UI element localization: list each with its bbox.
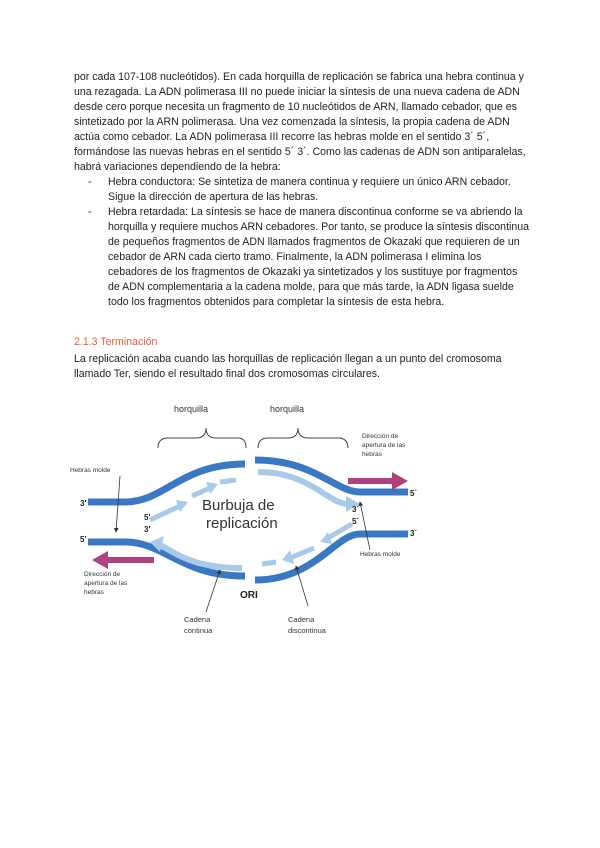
pointer-line xyxy=(360,502,370,550)
end-label: 3' xyxy=(80,499,87,508)
hebras-molde-label-left: Hebras molde xyxy=(70,467,111,474)
direction-arrow-right-head xyxy=(392,472,408,490)
horquilla-label-left: horquilla xyxy=(174,404,209,414)
end-label: 3´ xyxy=(410,529,418,538)
end-label: 3´ xyxy=(352,505,360,514)
direction-label-left: Dirección de apertura de las hebras xyxy=(84,571,128,596)
list-dash: - xyxy=(88,206,92,218)
strand-list xyxy=(74,175,530,310)
hebras-molde-label-right: Hebras molde xyxy=(360,551,401,558)
list-item-text: Hebra retardada: La síntesis se hace de manera discontinua conforme se va abriendo la horquilla y requiere muchos ARN cebadores. Por tanto, se produce la síntesis discontinua de pequeños fragmentos de ADN llamados fragmentos de Okazaki que requieren de un cebador de ARN cada cierto tramo. Finalmente, la ADN polimerasa I elimina los cebadores de los fragmentos de Okazaki ya sintetizados y los sustituye por fragmentos de ADN complementaria a la cadena molde, para que más tarde, la ADN ligasa suelde todo los fragmentos obtenidos para completar la síntesis de esta hebra. xyxy=(108,206,530,308)
cadena-continua-label: Cadena continua xyxy=(184,615,213,635)
section-heading: 2.1.3 Terminación xyxy=(74,336,158,348)
cadena-discontinua-label: Cadena discontinua xyxy=(288,615,326,635)
okazaki-fragment xyxy=(262,562,276,564)
okazaki-fragment xyxy=(192,488,210,496)
replication-bubble-figure xyxy=(70,392,430,642)
direction-arrow-left xyxy=(106,557,154,563)
list-item-text: Hebra conductora: Se sintetiza de manera continua y requiere un único ARN cebador. Sigue la dirección de apertura de las hebras. xyxy=(108,176,511,203)
brace-right xyxy=(258,428,348,448)
list-item-leading-strand xyxy=(74,175,530,205)
direction-arrow-left-head xyxy=(92,551,108,569)
paragraph-termination: La replicación acaba cuando las horquillas de replicación llegan a un punto del cromosoma llamado Ter, siendo el resultado final dos cromosomas circulares. xyxy=(74,353,502,380)
end-label: 5' xyxy=(80,535,87,544)
paragraph-replication: por cada 107-108 nucleótidos). En cada horquilla de replicación se fabrica una hebra continua y una rezagada. La ADN polimerasa III no puede iniciar la síntesis de una nueva cadena de ADN desde cero porque necesita un fragmento de 10 nucleótidos de ARN, llamado cebador, que es sintetizado por la ARN polimerasa. Una vez comenzada la síntesis, la propia cadena de ADN actúa como cebador. La ADN polimerasa III recorre las hebras molde en el sentido 3´ 5´, formándose las nuevas hebras en el sentido 5´ 3´. Como las cadenas de ADN son antiparalelas, habrá variaciones dependiendo de la hebra: xyxy=(74,71,526,173)
end-label: 3' xyxy=(144,525,151,534)
direction-label-right: Dirección de apertura de las hebras xyxy=(362,433,406,458)
end-label: 5´ xyxy=(410,489,418,498)
bubble-title-line2: replicación xyxy=(206,515,278,532)
list-dash: - xyxy=(88,176,92,188)
ori-label: ORI xyxy=(240,590,258,601)
brace-left xyxy=(158,428,246,448)
okazaki-fragment xyxy=(290,548,314,558)
okazaki-fragment xyxy=(150,506,180,520)
okazaki-fragment xyxy=(220,480,236,482)
horquilla-label-right: horquilla xyxy=(270,404,305,414)
end-label: 5' xyxy=(144,513,151,522)
end-label: 5´ xyxy=(352,517,360,526)
direction-arrow-right xyxy=(348,478,394,484)
replication-diagram xyxy=(70,392,430,642)
bubble-title-line1: Burbuja de xyxy=(202,497,275,514)
list-item-lagging-strand xyxy=(74,205,530,310)
